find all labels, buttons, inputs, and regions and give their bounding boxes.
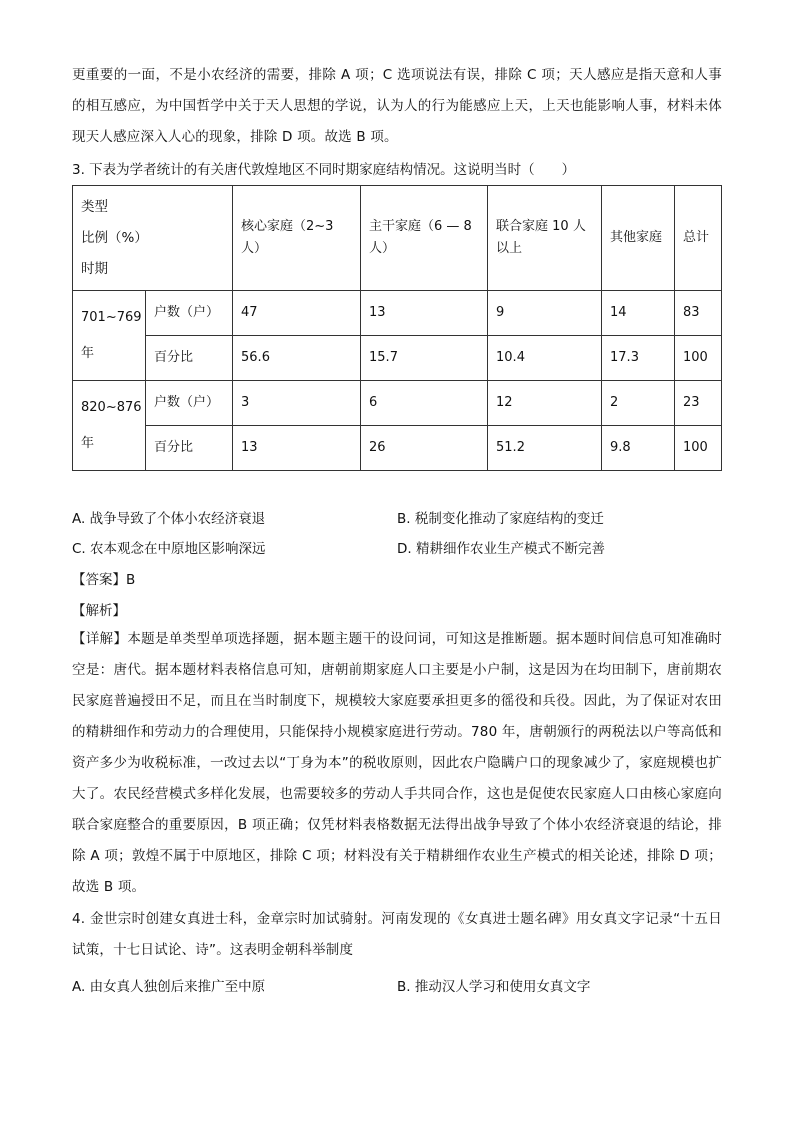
- period-cell: [73, 291, 146, 381]
- question-3-option-c: C. 农本观念在中原地区影响深远: [72, 541, 266, 557]
- value-cell: 23: [675, 381, 722, 426]
- metric-cell: 百分比: [146, 426, 233, 471]
- intro-paragraph: 更重要的一面，不是小农经济的需要，排除 A 项；C 选项说法有误，排除 C 项；天人感应是指天意和人事的相互感应，为中国哲学中关于天人思想的学说，认为人的行为能感应上天，上天也能影响人事，材料未体现天人感应深入人心的现象，排除 D 项。故选 B 项。: [72, 67, 722, 145]
- metric-cell: 户数（户）: [146, 381, 233, 426]
- value-cell: 100: [675, 336, 722, 381]
- question-4-option-a: A. 由女真人独创后来推广至中原: [72, 979, 266, 995]
- column-header-text: 人）: [369, 241, 396, 256]
- value-cell: 10.4: [488, 336, 602, 381]
- value-cell: 83: [675, 291, 722, 336]
- value-cell: 6: [361, 381, 488, 426]
- period-label: 年: [81, 435, 95, 451]
- value-cell: 13: [361, 291, 488, 336]
- value-cell: 15.7: [361, 336, 488, 381]
- column-header-total: [675, 186, 722, 291]
- corner-period-label: 时期: [81, 260, 108, 277]
- question-3-option-b: B. 税制变化推动了家庭结构的变迁: [397, 511, 604, 527]
- metric-cell: 百分比: [146, 336, 233, 381]
- value-cell: 17.3: [602, 336, 675, 381]
- column-header-core-family: [233, 186, 361, 291]
- value-cell: 12: [488, 381, 602, 426]
- table-row: [73, 291, 722, 336]
- value-cell: 2: [602, 381, 675, 426]
- table-row: [73, 336, 722, 381]
- value-cell: 47: [233, 291, 361, 336]
- question-3-option-a: A. 战争导致了个体小农经济衰退: [72, 511, 266, 527]
- detail-paragraph: 【详解】本题是单类型单项选择题，据本题主题干的设问词，可知这是推断题。据本题时间信息可知准确时空是：唐代。据本题材料表格信息可知，唐朝前期家庭人口主要是小户制，这是因为在均田制下，唐前期农民家庭普遍授田不足，而且在当时制度下，规模较大家庭要承担更多的徭役和兵役。因此，为了保证对农田的精耕细作和劳动力的合理使用，只能保持小规模家庭进行劳动。780 年，唐朝颁行的两税法以户等高低和资产多少为收税标准，一改过去以“丁身为本”的税收原则，因此农户隐瞒户口的现象减少了，家庭规模也扩大了。农民经营模式多样化发展，也需要较多的劳动人手共同合作，这也是促使农民家庭人口由核心家庭向联合家庭整合的重要原因，B 项正确；仅凭材料表格数据无法得出战争导致了个体小农经济衰退的结论，排除 A 项；敦煌不属于中原地区，排除 C 项；材料没有关于精耕细作农业生产模式的相关论述，排除 D 项；故选 B 项。: [72, 631, 722, 895]
- column-header-text: 人）: [241, 241, 268, 256]
- question-3-stem: 3. 下表为学者统计的有关唐代敦煌地区不同时期家庭结构情况。这说明当时（ ）: [72, 162, 576, 178]
- value-cell: 14: [602, 291, 675, 336]
- column-header-text: 联合家庭 10 人: [496, 219, 586, 234]
- question-4-stem: 4. 金世宗时创建女真进士科，金章宗时加试骑射。河南发现的《女真进士题名碑》用女真文字记录“十五日试策，十七日试论、诗”。这表明金朝科举制度: [72, 911, 722, 958]
- column-header-joint-family: [488, 186, 602, 291]
- column-header-other-family: [602, 186, 675, 291]
- value-cell: 56.6: [233, 336, 361, 381]
- column-header-text: 主干家庭（6 — 8: [369, 219, 472, 234]
- metric-cell: 户数（户）: [146, 291, 233, 336]
- answer-label: 【答案】B: [72, 572, 136, 588]
- value-cell: 51.2: [488, 426, 602, 471]
- question-3-option-d: D. 精耕细作农业生产模式不断完善: [397, 541, 605, 557]
- period-label: 820~876: [81, 399, 142, 415]
- table-row: [73, 381, 722, 426]
- column-header-stem-family: [361, 186, 488, 291]
- value-cell: 100: [675, 426, 722, 471]
- value-cell: 13: [233, 426, 361, 471]
- column-header-text: 以上: [496, 241, 523, 256]
- period-cell: [73, 381, 146, 471]
- column-header-text: 其他家庭: [610, 230, 663, 245]
- value-cell: 9: [488, 291, 602, 336]
- analysis-label: 【解析】: [72, 603, 126, 619]
- corner-ratio-label: 比例（%）: [81, 229, 148, 246]
- column-header-text: 总计: [683, 230, 710, 245]
- table-corner-cell: [73, 186, 233, 291]
- value-cell: 26: [361, 426, 488, 471]
- family-structure-table: [72, 185, 722, 471]
- period-label: 701~769: [81, 309, 142, 325]
- value-cell: 3: [233, 381, 361, 426]
- question-4-option-b: B. 推动汉人学习和使用女真文字: [397, 979, 591, 995]
- value-cell: 9.8: [602, 426, 675, 471]
- table-header-row: [73, 186, 722, 291]
- column-header-text: 核心家庭（2~3: [241, 219, 334, 234]
- period-label: 年: [81, 345, 95, 361]
- table-row: [73, 426, 722, 471]
- corner-type-label: 类型: [81, 198, 108, 215]
